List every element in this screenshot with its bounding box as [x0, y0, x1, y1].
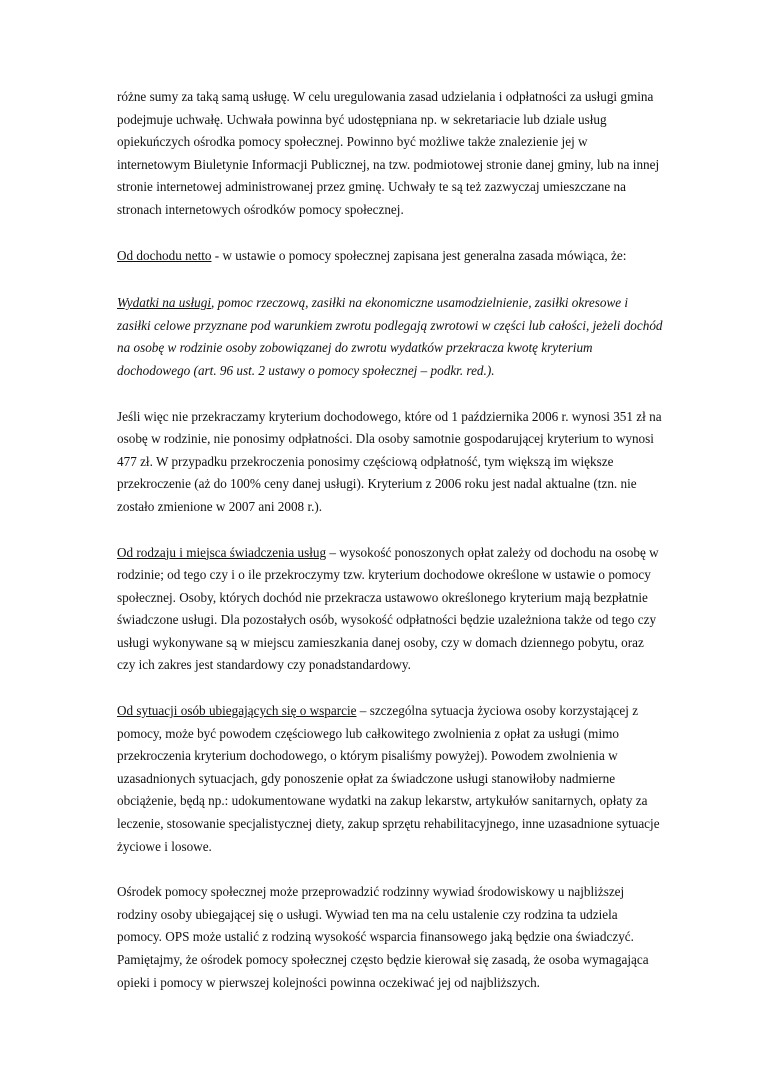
quotation-text: , pomoc rzeczową, zasiłki na ekonomiczne usamodzielnienie, zasiłki okresowe i zasiłki celowe przyznane pod warunkiem zwrotu podlegają zwrotowi w części lub całości, jeżeli dochód na osobę w rodzinie osoby zobowiązanej do zwrotu wydatków przekracza kwotę kryterium dochodowego (art. 96 ust. 2 ustawy o pomocy społecznej – podkr. red.). [117, 295, 663, 378]
paragraph-1: różne sumy za taką samą usługę. W celu uregulowania zasad udzielania i odpłatności za usługi gmina podejmuje uchwałę. Uchwała powinna być udostępniana np. w sekretariacie lub dziale usług opiekuńczych ośrodka pomocy społecznej. Powinno być możliwe także znalezienie jej w internetowym Biuletynie Informacji Publicznej, na tzw. podmiotowej stronie danej gminy, lub na innej stronie internetowej administrowanej przez gminę. Uchwały te są też zazwyczaj umieszczane na stronach internetowych ośrodków pomocy społecznej. [117, 89, 660, 217]
section-heading-net-income: Od dochodu netto [117, 247, 212, 263]
paragraph-4: Jeśli więc nie przekraczamy kryterium dochodowego, które od 1 października 2006 r. wynosi 351 zł na osobę w rodzinie, nie ponosimy odpłatności. Dla osoby samotnie gospodarującej kryterium to wynosi 477 zł. W przypadku przekroczenia ponosimy częściową odpłatność, tym większą im większe przekroczenie (aż do 100% ceny danej usługi). Kryterium z 2006 roku jest nadal aktualne (tzn. nie zostało zmienione w 2007 ani 2008 r.). [117, 408, 662, 514]
paragraph-2 [117, 245, 664, 268]
paragraph-5-text: – wysokość ponoszonych opłat zależy od dochodu na osobę w rodzinie; od tego czy i o ile przekroczymy tzw. kryterium dochodowe określone w ustawie o pomocy społecznej. Osoby, których dochód nie przekracza ustawowo określonego kryterium mają bezpłatnie świadczone usługi. Dla pozostałych osób, wysokość odpłatności będzie uzależniona także od tego czy usługi wykonywane są w miejscu zamieszkania danej osoby, czy w domach dziennego pobytu, oraz czy ich zakres jest standardowy czy ponadstandardowy. [117, 544, 659, 673]
paragraph-7: Ośrodek pomocy społecznej może przeprowadzić rodzinny wywiad środowiskowy u najbliższej rodziny osoby ubiegającej się o usługi. Wywiad ten ma na celu ustalenie czy rodzina ta udziela pomocy. OPS może ustalić z rodziną wysokość wsparcia finansowego jaką będzie ona świadczyć. Pamiętajmy, że ośrodek pomocy społecznej często będzie kierował się zasadą, że osoba wymagająca opieki i pomocy w pierwszej kolejności powinna oczekiwać jej od najbliższych. [117, 884, 649, 990]
paragraph-5 [117, 542, 664, 678]
paragraph-6-text: – szczególna sytuacja życiowa osoby korzystającej z pomocy, może być powodem częściowego lub całkowitego zwolnienia z opłat za usługi (mimo przekroczenia kryterium dochodowego, o którym pisaliśmy powyżej). Powodem zwolnienia w uzasadnionych sytuacjach, gdy ponoszenie opłat za świadczone usługi stanowiłoby nadmierne obciążenie, będą np.: udokumentowane wydatki na zakup lekarstw, artykułów sanitarnych, opłaty za leczenie, stosowanie specjalistycznej diety, zakup sprzętu rehabilitacyjnego, inne uzasadnione sytuacje życiowe i losowe. [117, 703, 660, 854]
section-heading-situation: Od sytuacji osób ubiegających się o wsparcie [117, 703, 357, 719]
paragraph-2-text: - w ustawie o pomocy społecznej zapisana jest generalna zasada mówiąca, że: [211, 247, 627, 263]
paragraph-6 [117, 700, 664, 858]
quotation-heading: Wydatki na usługi [117, 295, 212, 311]
quotation-paragraph [117, 292, 664, 382]
section-heading-service-type: Od rodzaju i miejsca świadczenia usług [117, 544, 327, 560]
